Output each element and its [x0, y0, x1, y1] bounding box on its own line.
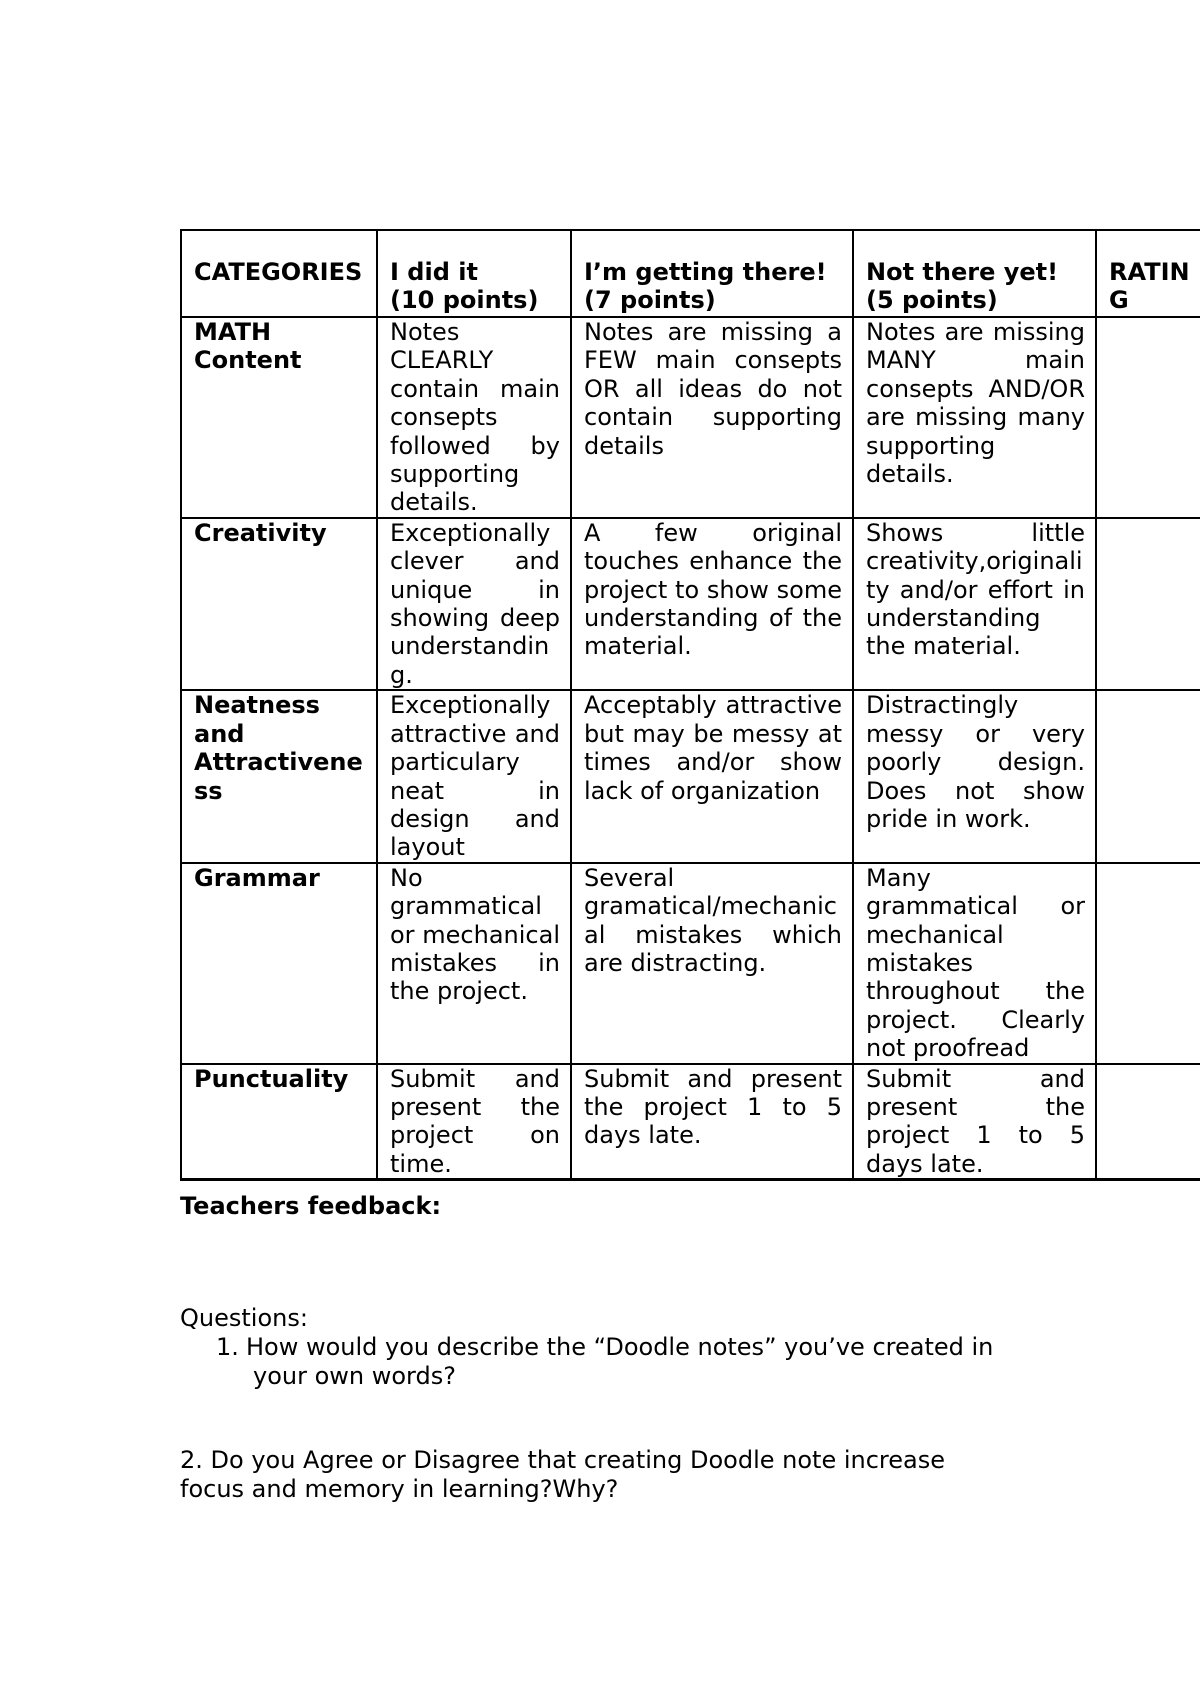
not-yet-cell: Submit and present the project 1 to 5 days late.	[853, 1064, 1096, 1180]
getting-there-cell: Acceptably attractive but may be messy at times and/or show lack of organization	[571, 690, 853, 862]
rubric-row-grammar	[181, 863, 1200, 1064]
header-rating	[1096, 230, 1200, 317]
getting-there-cell: Several gramatical/mechanical mistakes which are distracting.	[571, 863, 853, 1064]
category-cell: MATH Content	[181, 317, 377, 518]
did-it-cell: Notes CLEARLY contain main consepts followed by supporting details.	[377, 317, 571, 518]
rating-cell[interactable]	[1096, 1064, 1200, 1180]
getting-there-cell: Notes are missing a FEW main consepts OR all ideas do not contain supporting details	[571, 317, 853, 518]
question-1-text-line2: your own words?	[253, 1362, 456, 1390]
header-not-yet	[853, 230, 1096, 317]
questions-label: Questions:	[180, 1304, 308, 1332]
rating-cell[interactable]	[1096, 518, 1200, 690]
rubric-row-punctuality	[181, 1064, 1200, 1180]
question-1-text-line1: How would you describe the “Doodle notes” you’ve created in	[246, 1333, 994, 1361]
question-2: 2. Do you Agree or Disagree that creating Doodle note increase focus and memory in learning?Why?	[180, 1446, 945, 1503]
not-yet-cell: Shows little creativity,originality and/or effort in understanding the material.	[853, 518, 1096, 690]
not-yet-cell: Distractingly messy or very poorly design. Does not show pride in work.	[853, 690, 1096, 862]
header-did-it-points: (10 points)	[390, 286, 539, 315]
rating-cell[interactable]	[1096, 317, 1200, 518]
getting-there-cell: Submit and present the project 1 to 5 days late.	[571, 1064, 853, 1180]
rubric-table	[180, 229, 1200, 1181]
category-cell: Neatness and Attractiveness	[181, 690, 377, 862]
teachers-feedback-label: Teachers feedback:	[180, 1192, 442, 1220]
rating-cell[interactable]	[1096, 690, 1200, 862]
header-did-it-title: I did it	[390, 258, 478, 286]
category-cell: Creativity	[181, 518, 377, 690]
header-categories	[181, 230, 377, 317]
getting-there-cell: A few original touches enhance the project to show some understanding of the material.	[571, 518, 853, 690]
header-not-yet-points: (5 points)	[866, 286, 998, 315]
header-getting-there	[571, 230, 853, 317]
header-rating-line2: G	[1109, 286, 1129, 315]
rubric-row-neatness	[181, 690, 1200, 862]
rubric-row-creativity	[181, 518, 1200, 690]
rubric-header-row	[181, 230, 1200, 317]
header-rating-line1: RATIN	[1109, 258, 1190, 286]
question-1-number: 1.	[216, 1333, 239, 1361]
header-categories-text: CATEGORIES	[194, 258, 363, 286]
header-did-it	[377, 230, 571, 317]
not-yet-cell: Many grammatical or mechanical mistakes throughout the project. Clearly not proofread	[853, 863, 1096, 1064]
header-not-yet-title: Not there yet!	[866, 258, 1059, 286]
not-yet-cell: Notes are missing MANY main consepts AND/OR are missing many supporting details.	[853, 317, 1096, 518]
header-getting-there-points: (7 points)	[584, 286, 716, 315]
did-it-cell: No grammatical or mechanical mistakes in the project.	[377, 863, 571, 1064]
category-cell: Grammar	[181, 863, 377, 1064]
question-1	[216, 1333, 1006, 1391]
category-cell: Punctuality	[181, 1064, 377, 1180]
did-it-cell: Submit and present the project on time.	[377, 1064, 571, 1180]
rating-cell[interactable]	[1096, 863, 1200, 1064]
did-it-cell: Exceptionally attractive and particulary neat in design and layout	[377, 690, 571, 862]
header-getting-there-title: I’m getting there!	[584, 258, 827, 286]
did-it-cell: Exceptionally clever and unique in showing deep understanding.	[377, 518, 571, 690]
rubric-row-math-content	[181, 317, 1200, 518]
